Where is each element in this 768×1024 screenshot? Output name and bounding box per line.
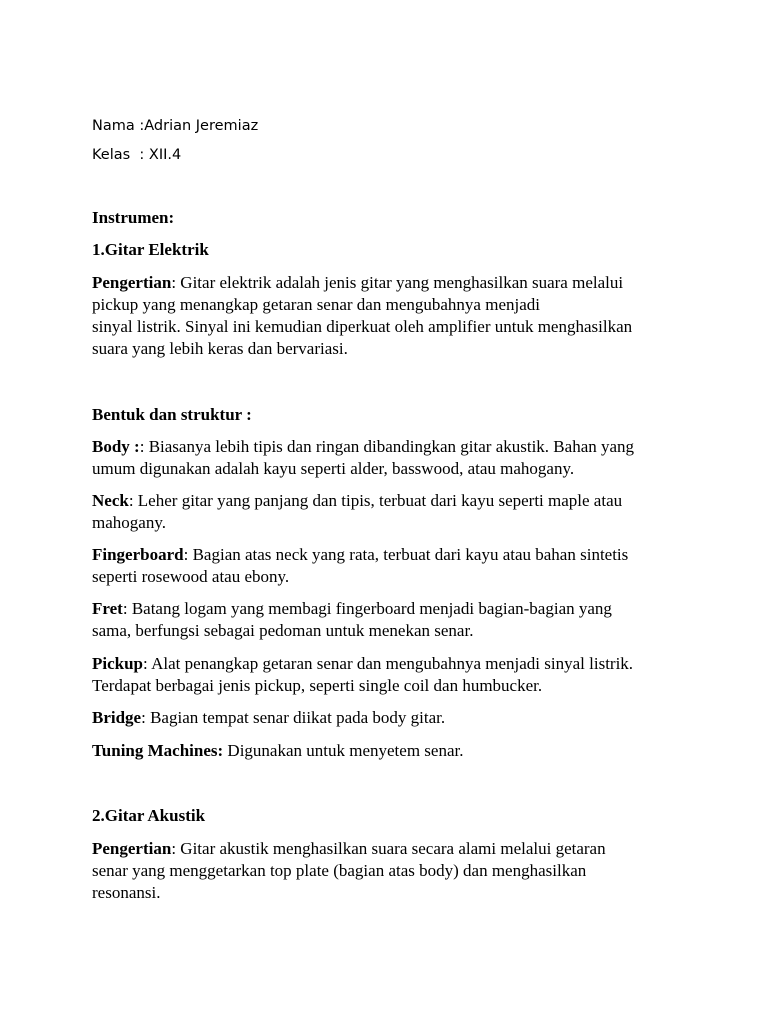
part-line: [92, 544, 692, 566]
definition-term: Pengertian: [92, 839, 172, 858]
electric-guitar-title: 1.Gitar Elektrik: [92, 240, 209, 259]
part-term: Tuning Machines:: [92, 741, 224, 760]
part-body: [92, 436, 692, 480]
part-tuning-machines: [92, 740, 692, 762]
part-line: Terdapat berbagai jenis pickup, seperti single coil dan humbucker.: [92, 676, 543, 695]
structure-heading: Bentuk dan struktur :: [92, 405, 252, 424]
part-term: Fret: [92, 599, 123, 618]
student-name: Nama :Adrian Jeremiaz: [92, 118, 259, 134]
part-text: : Leher gitar yang panjang dan tipis, terbuat dari kayu seperti maple atau: [128, 491, 623, 510]
part-line: [92, 490, 692, 512]
part-neck: [92, 490, 692, 534]
definition-line: [92, 272, 692, 294]
part-text: : Biasanya lebih tipis dan ringan dibandingkan gitar akustik. Bahan yang: [139, 437, 635, 456]
part-term: Neck: [92, 491, 129, 510]
electric-guitar-definition: [92, 272, 692, 360]
part-line: umum digunakan adalah kayu seperti alder, basswood, atau mahogany.: [92, 459, 575, 478]
definition-text: : Gitar elektrik adalah jenis gitar yang menghasilkan suara melalui: [171, 273, 624, 292]
part-text: : Bagian tempat senar diikat pada body gitar.: [141, 708, 446, 727]
instrument-heading: Instrumen:: [92, 208, 175, 227]
part-pickup: [92, 653, 692, 697]
part-text: : Bagian atas neck yang rata, terbuat dari kayu atau bahan sintetis: [183, 545, 629, 564]
part-term: Bridge: [92, 708, 142, 727]
part-term: Fingerboard: [92, 545, 184, 564]
part-term: Body :: [92, 437, 140, 456]
definition-line: sinyal listrik. Sinyal ini kemudian diperkuat oleh amplifier untuk menghasilkan: [92, 317, 633, 336]
part-line: [92, 740, 692, 762]
part-fingerboard: [92, 544, 692, 588]
part-bridge: [92, 707, 692, 729]
definition-term: Pengertian: [92, 273, 172, 292]
student-class: Kelas : XII.4: [92, 147, 182, 163]
part-line: [92, 598, 692, 620]
definition-line: senar yang menggetarkan top plate (bagian atas body) dan menghasilkan: [92, 861, 587, 880]
definition-line: suara yang lebih keras dan bervariasi.: [92, 339, 348, 358]
part-line: [92, 707, 692, 729]
part-line: [92, 436, 692, 458]
part-line: seperti rosewood atau ebony.: [92, 567, 290, 586]
acoustic-guitar-definition: [92, 838, 692, 904]
definition-line: [92, 838, 692, 860]
definition-text: : Gitar akustik menghasilkan suara secara alami melalui getaran: [171, 839, 606, 858]
part-text: : Alat penangkap getaran senar dan mengubahnya menjadi sinyal listrik.: [143, 654, 634, 673]
definition-line: resonansi.: [92, 883, 161, 902]
part-term: Pickup: [92, 654, 144, 673]
part-fret: [92, 598, 692, 642]
part-line: sama, berfungsi sebagai pedoman untuk menekan senar.: [92, 621, 474, 640]
part-line: [92, 653, 692, 675]
part-line: mahogany.: [92, 513, 166, 532]
part-text: : Batang logam yang membagi fingerboard menjadi bagian-bagian yang: [122, 599, 612, 618]
part-text: Digunakan untuk menyetem senar.: [223, 741, 464, 760]
definition-line: pickup yang menangkap getaran senar dan mengubahnya menjadi: [92, 295, 540, 314]
acoustic-guitar-title: 2.Gitar Akustik: [92, 806, 206, 825]
